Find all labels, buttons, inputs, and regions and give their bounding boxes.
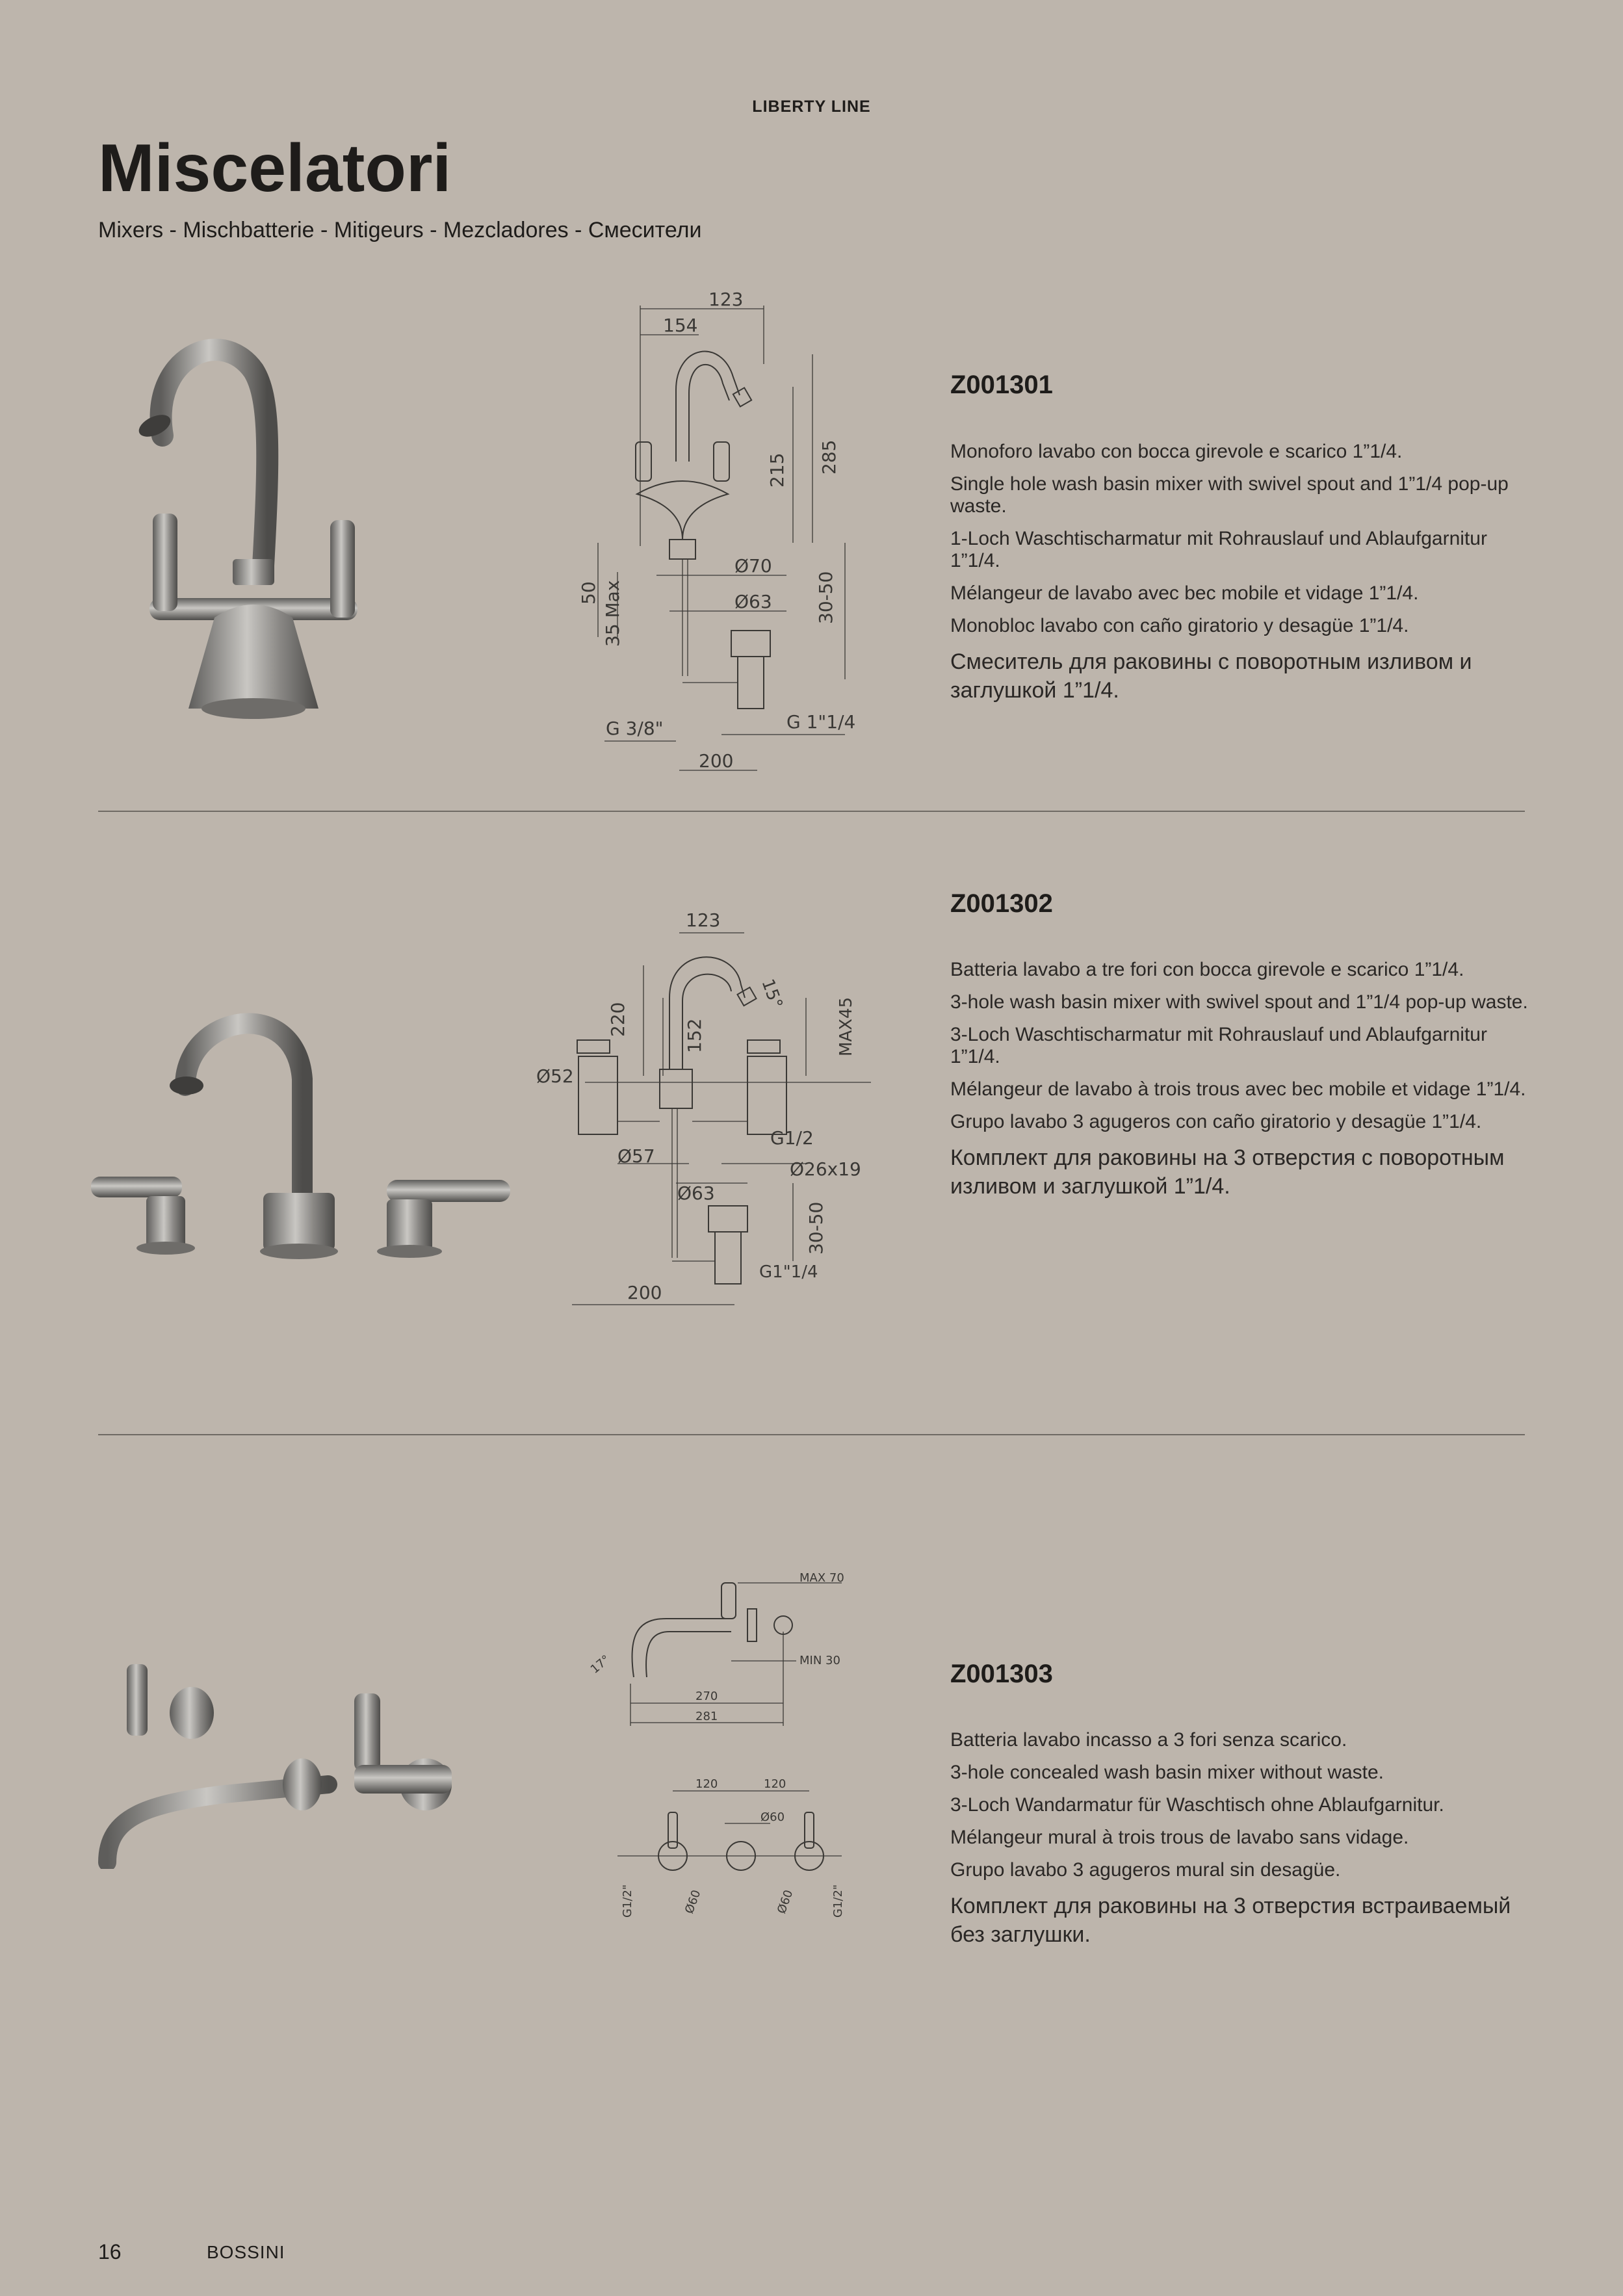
product-code: Z001302 <box>950 889 1053 918</box>
product-description-list <box>950 441 1535 715</box>
description-de: 3-Loch Wandarmatur für Waschtisch ohne Ablaufgarnitur. <box>950 1794 1444 1816</box>
dim-max45: MAX45 <box>837 997 856 1056</box>
dim-min30: MIN 30 <box>799 1654 840 1667</box>
product-description-list <box>950 959 1535 1211</box>
technical-drawing-z001301 <box>572 286 871 780</box>
page-number: 16 <box>98 2240 122 2263</box>
dim-d70: Ø70 <box>734 555 772 577</box>
page-subtitle: Mixers - Mischbatterie - Mitigeurs - Mezcladores - Смесители <box>98 218 702 242</box>
dim-152: 152 <box>684 1018 705 1053</box>
dim-d60l: Ø60 <box>682 1888 704 1916</box>
product-code: Z001301 <box>950 371 1053 399</box>
description-de: 3-Loch Waschtischarmatur mit Rohrauslauf und Ablaufgarnitur 1”1/4. <box>950 1024 1487 1067</box>
dim-270: 270 <box>695 1689 718 1703</box>
dim-50: 50 <box>578 581 599 605</box>
brand-name: BOSSINI <box>207 2242 285 2262</box>
dim-120b: 120 <box>764 1777 786 1791</box>
product-description-list <box>950 1729 1535 1959</box>
product-photo-z001303 <box>94 1654 471 1869</box>
description-fr: Mélangeur de lavabo à trois trous avec bec mobile et vidage 1”1/4. <box>950 1078 1526 1100</box>
description-fr: Mélangeur de lavabo avec bec mobile et vidage 1”1/4. <box>950 582 1419 604</box>
dim-d63: Ø63 <box>734 591 772 612</box>
dim-g114: G 1"1/4 <box>786 711 856 733</box>
description-ru: Комплект для раковины на 3 отверстия с поворотным изливом и заглушкой 1”1/4. <box>950 1145 1505 1199</box>
series-label: LIBERTY LINE <box>752 98 871 116</box>
dim-g12r: G1/2" <box>831 1884 845 1918</box>
dim-215: 215 <box>766 452 788 488</box>
dim-154: 154 <box>663 315 698 336</box>
dim-d60r: Ø60 <box>774 1888 796 1916</box>
dim-200: 200 <box>699 750 734 772</box>
section-divider <box>98 1434 1525 1435</box>
dim-g12: G1/2 <box>770 1127 814 1149</box>
dim-200: 200 <box>627 1282 662 1303</box>
dim-g38: G 3/8" <box>606 718 664 739</box>
dim-281: 281 <box>695 1710 718 1723</box>
description-fr: Mélangeur mural à trois trous de lavabo sans vidage. <box>950 1827 1409 1848</box>
technical-drawing-z001302 <box>533 907 884 1323</box>
dim-d57: Ø57 <box>617 1145 655 1167</box>
section-divider <box>98 811 1525 812</box>
dim-15deg: 15° <box>757 976 786 1011</box>
product-photo-z001302 <box>88 988 517 1261</box>
dim-220: 220 <box>607 1002 629 1037</box>
description-en: 3-hole wash basin mixer with swivel spout and 1”1/4 pop-up waste. <box>950 991 1528 1013</box>
dim-35max: 35 Max <box>602 580 623 647</box>
dim-120a: 120 <box>695 1777 718 1791</box>
description-es: Grupo lavabo 3 agugeros con caño giratorio y desagüe 1”1/4. <box>950 1111 1482 1132</box>
description-es: Grupo lavabo 3 agugeros mural sin desagüe. <box>950 1859 1341 1881</box>
dim-g114: G1"1/4 <box>759 1262 818 1282</box>
dim-285: 285 <box>818 439 840 475</box>
dim-d60c: Ø60 <box>760 1810 785 1824</box>
description-it: Monoforo lavabo con bocca girevole e scarico 1”1/4. <box>950 441 1403 462</box>
description-ru: Смеситель для раковины с поворотным изливом и заглушкой 1”1/4. <box>950 649 1472 703</box>
description-de: 1-Loch Waschtischarmatur mit Rohrauslauf und Ablaufgarnitur 1”1/4. <box>950 528 1487 571</box>
description-en: 3-hole concealed wash basin mixer without waste. <box>950 1762 1384 1783</box>
technical-drawing-z001303 <box>582 1567 868 1937</box>
dim-123: 123 <box>708 289 744 310</box>
dim-17deg: 17° <box>588 1652 613 1676</box>
dim-d63: Ø63 <box>677 1182 715 1204</box>
dim-30-50: 30-50 <box>815 571 837 624</box>
page-title: Miscelatori <box>98 131 452 206</box>
description-ru: Комплект для раковины на 3 отверстия встраиваемый без заглушки. <box>950 1894 1511 1947</box>
description-es: Monobloc lavabo con caño giratorio y desagüe 1”1/4. <box>950 615 1409 636</box>
product-photo-z001301 <box>123 319 383 722</box>
dim-g12l: G1/2" <box>621 1884 634 1918</box>
description-it: Batteria lavabo a tre fori con bocca girevole e scarico 1”1/4. <box>950 959 1464 980</box>
description-it: Batteria lavabo incasso a 3 fori senza scarico. <box>950 1729 1347 1751</box>
dim-d52: Ø52 <box>536 1065 574 1087</box>
dim-30-50: 30-50 <box>805 1201 827 1255</box>
dim-max70: MAX 70 <box>799 1571 844 1585</box>
product-code: Z001303 <box>950 1660 1053 1688</box>
description-en: Single hole wash basin mixer with swivel spout and 1”1/4 pop-up waste. <box>950 473 1509 517</box>
dim-d26x19: Ø26x19 <box>790 1158 861 1180</box>
dim-123: 123 <box>686 909 721 931</box>
